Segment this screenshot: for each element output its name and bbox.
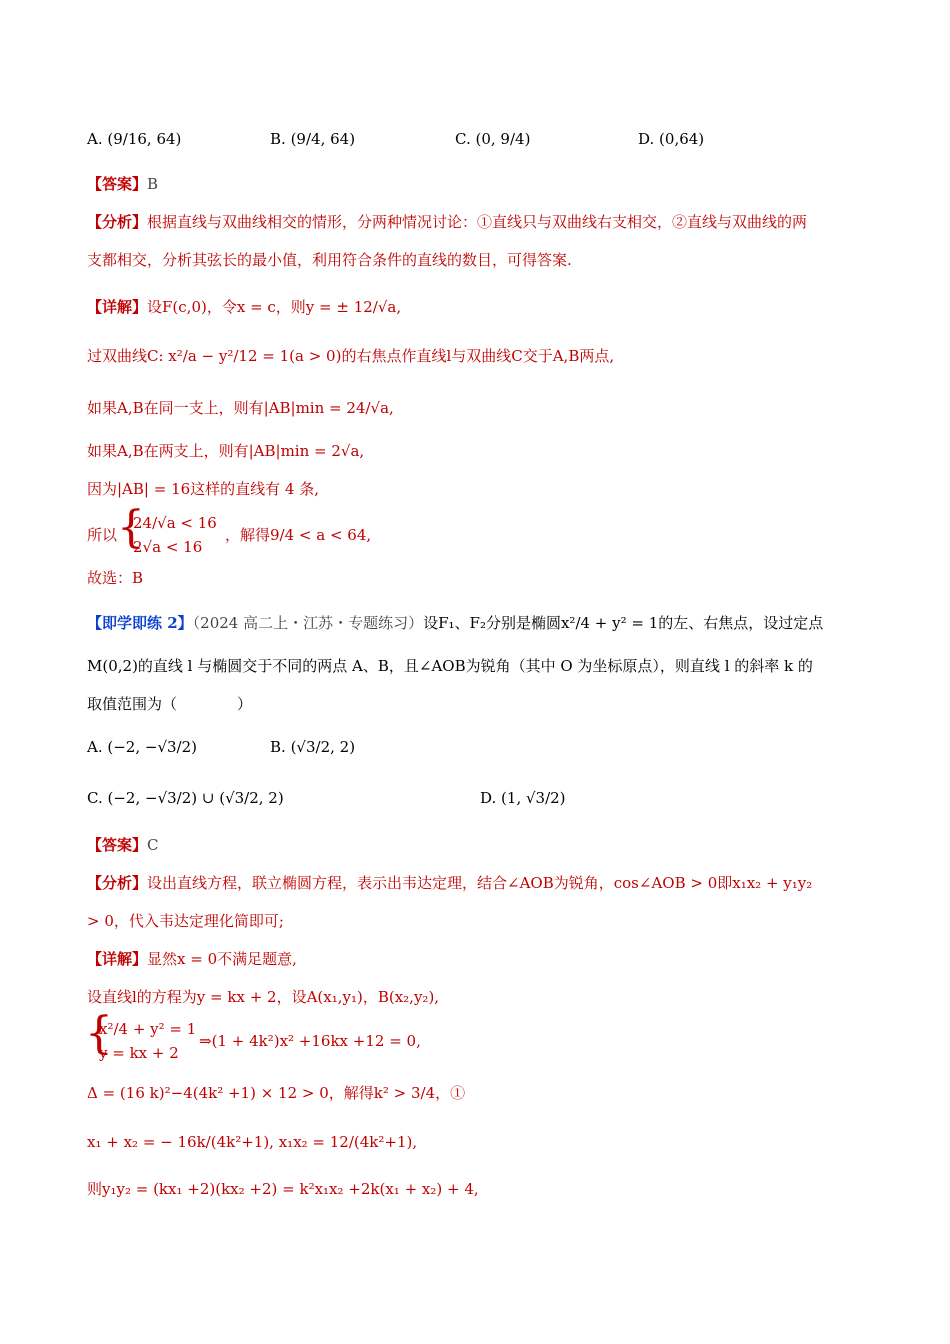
q2-detail-line-4: Δ = (16 k)²−4(4k² +1) × 12 > 0，解得k² > 3/4，① <box>87 1084 466 1102</box>
q1-detail-line-4: 如果A,B在两支上，则有|AB|min = 2√a, <box>87 442 365 460</box>
q2-option-a[interactable]: A. (−2, −√3/2) <box>87 738 198 756</box>
q2-source: （2024 高二上・江苏・专题练习） <box>192 614 424 632</box>
q1-detail-line-5: 因为|AB| = 16这样的直线有 4 条, <box>87 480 320 498</box>
q1-option-d[interactable]: D. (0,64) <box>638 130 705 148</box>
q1-option-a-value: (9/16, 64) <box>107 130 182 148</box>
q1-detail-line-3: 如果A,B在同一支上，则有|AB|min = 24/√a, <box>87 399 394 417</box>
practice-tag: 【即学即练 2】 <box>87 614 193 632</box>
q2-stem-line-1: 【即学即练 2】（2024 高二上・江苏・专题练习）设F₁、F₂分别是椭圆x²/4 + y² = 1的左、右焦点，设过定点 <box>87 614 824 632</box>
q1-answer: 【答案】B <box>87 175 159 193</box>
q1-option-c-value: (0, 9/4) <box>475 130 531 148</box>
q1-option-c[interactable]: C. (0, 9/4) <box>455 130 531 148</box>
answer-tag: 【答案】 <box>87 836 148 854</box>
q2-detail-line-1: 【详解】显然x = 0不满足题意, <box>87 950 297 968</box>
q2-option-c[interactable]: C. (−2, −√3/2) ∪ (√3/2, 2) <box>87 789 284 807</box>
q1-option-a[interactable]: A. (9/16, 64) <box>87 130 182 148</box>
q1-option-d-value: (0,64) <box>659 130 705 148</box>
q2-analysis-line-2: > 0，代入韦达定理化简即可; <box>87 912 284 930</box>
q2-stem-line-3: 取值范围为（ ） <box>87 695 253 713</box>
analysis-tag: 【分析】 <box>87 874 148 892</box>
q2-detail-line-6: 则y₁y₂ = (kx₁ +2)(kx₂ +2) = k²x₁x₂ +2k(x₁ + x₂) + 4, <box>87 1180 479 1198</box>
q1-option-b-value: (9/4, 64) <box>290 130 356 148</box>
brace-icon: { <box>85 1008 113 1059</box>
q2-answer: 【答案】C <box>87 836 159 854</box>
q2-option-b[interactable]: B. (√3/2, 2) <box>270 738 356 756</box>
q2-option-d[interactable]: D. (1, √3/2) <box>480 789 566 807</box>
q2-detail-line-5: x₁ + x₂ = − 16k/(4k²+1), x₁x₂ = 12/(4k²+1), <box>87 1133 418 1151</box>
q1-detail-line-1: 【详解】设F(c,0)，令x = c，则y = ± 12/√a, <box>87 298 402 316</box>
detail-tag: 【详解】 <box>87 298 148 316</box>
q1-analysis-line-2: 支都相交，分析其弦长的最小值，利用符合条件的直线的数目，可得答案. <box>87 251 572 269</box>
q1-analysis-line-1: 【分析】根据直线与双曲线相交的情形，分两种情况讨论：①直线只与双曲线右支相交，②直线与双曲线的两 <box>87 213 808 231</box>
q1-detail-line-2: 过双曲线C: x²/a − y²/12 = 1(a > 0)的右焦点作直线l与双曲线C交于A,B两点, <box>87 347 615 365</box>
detail-tag: 【详解】 <box>87 950 148 968</box>
q2-detail-line-2: 设直线l的方程为y = kx + 2，设A(x₁,y₁)，B(x₂,y₂), <box>87 988 440 1006</box>
q1-option-b[interactable]: B. (9/4, 64) <box>270 130 356 148</box>
brace-icon: { <box>117 502 145 553</box>
analysis-tag: 【分析】 <box>87 213 148 231</box>
q1-conclusion: 故选：B <box>87 569 144 587</box>
q2-analysis-line-1: 【分析】设出直线方程，联立椭圆方程，表示出韦达定理，结合∠AOB为锐角，cos∠AOB > 0即x₁x₂ + y₁y₂ <box>87 874 813 892</box>
q2-stem-line-2: M(0,2)的直线 l 与椭圆交于不同的两点 A、B，且∠AOB为锐角（其中 O 为坐标原点），则直线 l 的斜率 k 的 <box>87 657 813 675</box>
document-page: A. (9/16, 64) B. (9/4, 64) C. (0, 9/4) D. (0,64) 【答案】B 【分析】根据直线与双曲线相交的情形，分两种情况讨论：①直线只与双曲线右支相交，②直线与双曲线的两 支都相交，分析其弦长的最小值，利用符合条件的直线的数目，可得答案. 【详解】设F(c,0)，令x = c，则y = ± 12/√a, 过双曲线C: x²/a − y²/12 = 1(a > 0)的右焦点作直线l与双曲线C交于A,B两点, 如果A,B在同一支上，则有|AB|min = 24/√a, 如果A,B在两支上，则有|AB|min = 2√a, 因为|AB| = 16这样的直线有 4 条, 所以 { 24/√a < 16 2√a < 16 ，解得9/4 < a < 64, 故选：B 【即学即练 2】（2024 高二上・江苏・专题练习）设F₁、F₂分别是椭圆x²/4 + y² = 1的左、右焦点，设过定点 M(0,2)的直线 l 与椭圆交于不同的两点 A、B，且∠AOB为锐角（其中 O 为坐标原点），则直线 l 的斜率 k 的 取值范围为（ ） A. (−2, −√3/2) B. (√3/2, 2) C. (−2, −√3/2) ∪ (√3/2, 2) D. (1, √3/2) 【答案】C 【分析】设出直线方程，联立椭圆方程，表示出韦达定理，结合∠AOB为锐角，cos∠AOB > 0即x₁x₂ + y₁y₂ > 0，代入韦达定理化简即可; 【详解】显然x = 0不满足题意, 设直线l的方程为y = kx + 2，设A(x₁,y₁)，B(x₂,y₂), { x²/4 + y² = 1 y = kx + 2 ⇒(1 + 4k²)x² +16kx +12 = 0, Δ = (16 k)²−4(4k² +1) × 12 > 0，解得k² > 3/4，① x₁ + x₂ = − 16k/(4k²+1), x₁x₂ = 12/(4k²+1), 则y₁y₂ = (kx₁ +2)(kx₂ +2) = k²x₁x₂ +2k(x₁ + x₂) + 4, <box>85 130 824 1198</box>
answer-tag: 【答案】 <box>87 175 148 193</box>
